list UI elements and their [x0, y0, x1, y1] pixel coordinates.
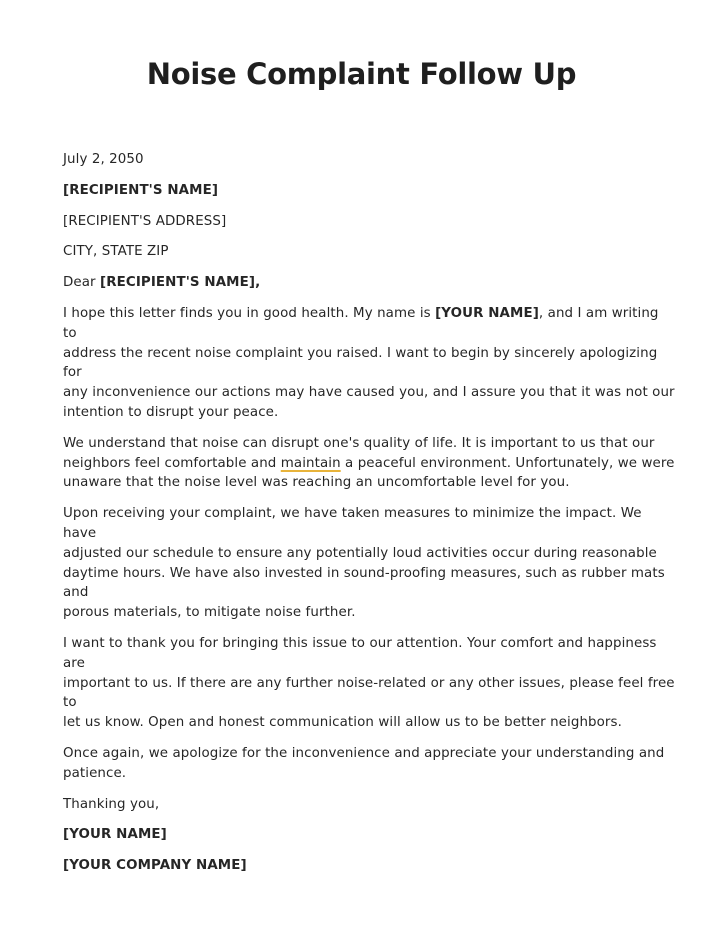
paragraph-line: let us know. Open and honest communication will allow us to be better neighbors. — [63, 715, 622, 731]
sender-company: [YOUR COMPANY NAME] — [63, 858, 247, 874]
paragraph-line — [63, 304, 675, 344]
paragraph-measures — [63, 504, 675, 623]
recipient-name: [RECIPIENT'S NAME] — [63, 182, 219, 198]
paragraph-line: adjusted our schedule to ensure any potentially loud activities occur during reasonable — [63, 545, 657, 561]
paragraph-line — [63, 454, 675, 474]
city-state-zip: CITY, STATE ZIP — [63, 244, 169, 260]
text-run: I hope this letter finds you in good health. My name is — [63, 305, 436, 321]
closing: Thanking you, — [63, 796, 160, 812]
paragraph-line: We understand that noise can disrupt one's quality of life. It is important to us that our — [63, 435, 655, 451]
paragraph-apology — [63, 744, 675, 784]
salutation-name: [RECIPIENT'S NAME], — [100, 275, 261, 291]
paragraph-line: address the recent noise complaint you raised. I want to begin by sincerely apologizing for — [63, 345, 658, 381]
paragraph-line: Once again, we apologize for the inconvenience and appreciate your understanding and — [63, 745, 665, 761]
letter-body — [63, 150, 675, 887]
paragraph-line: Upon receiving your complaint, we have taken measures to minimize the impact. We have — [63, 506, 642, 541]
paragraph-line: any inconvenience our actions may have caused you, and I assure you that it was not our — [63, 385, 675, 401]
paragraph-line: patience. — [63, 765, 127, 781]
paragraph-line: intention to disrupt your peace. — [63, 404, 279, 420]
paragraph-thanks — [63, 634, 675, 733]
letter-date: July 2, 2050 — [63, 152, 144, 167]
text-run: , and I am writing to — [63, 305, 659, 341]
paragraph-line: porous materials, to mitigate noise further. — [63, 605, 356, 621]
spellcheck-flagged-word[interactable]: maintain — [280, 455, 341, 471]
paragraph-line: important to us. If there are any further noise-related or any other issues, please feel free to — [63, 675, 675, 711]
salutation — [63, 273, 675, 293]
paragraph-understanding — [63, 434, 675, 493]
recipient-address: [RECIPIENT'S ADDRESS] — [63, 213, 227, 229]
text-run: a peaceful environment. Unfortunately, we were — [340, 455, 675, 471]
salutation-prefix: Dear — [63, 275, 101, 291]
document-title: Noise Complaint Follow Up — [146, 57, 577, 91]
text-run: neighbors feel comfortable and — [63, 455, 281, 471]
your-name-placeholder: [YOUR NAME] — [435, 305, 539, 321]
sender-name: [YOUR NAME] — [63, 827, 167, 843]
paragraph-line: I want to thank you for bringing this issue to our attention. Your comfort and happiness are — [63, 635, 657, 671]
paragraph-line: daytime hours. We have also invested in sound-proofing measures, such as rubber mats and — [63, 565, 665, 601]
paragraph-line: unaware that the noise level was reaching an uncomfortable level for you. — [63, 475, 570, 491]
paragraph-introduction — [63, 304, 675, 423]
